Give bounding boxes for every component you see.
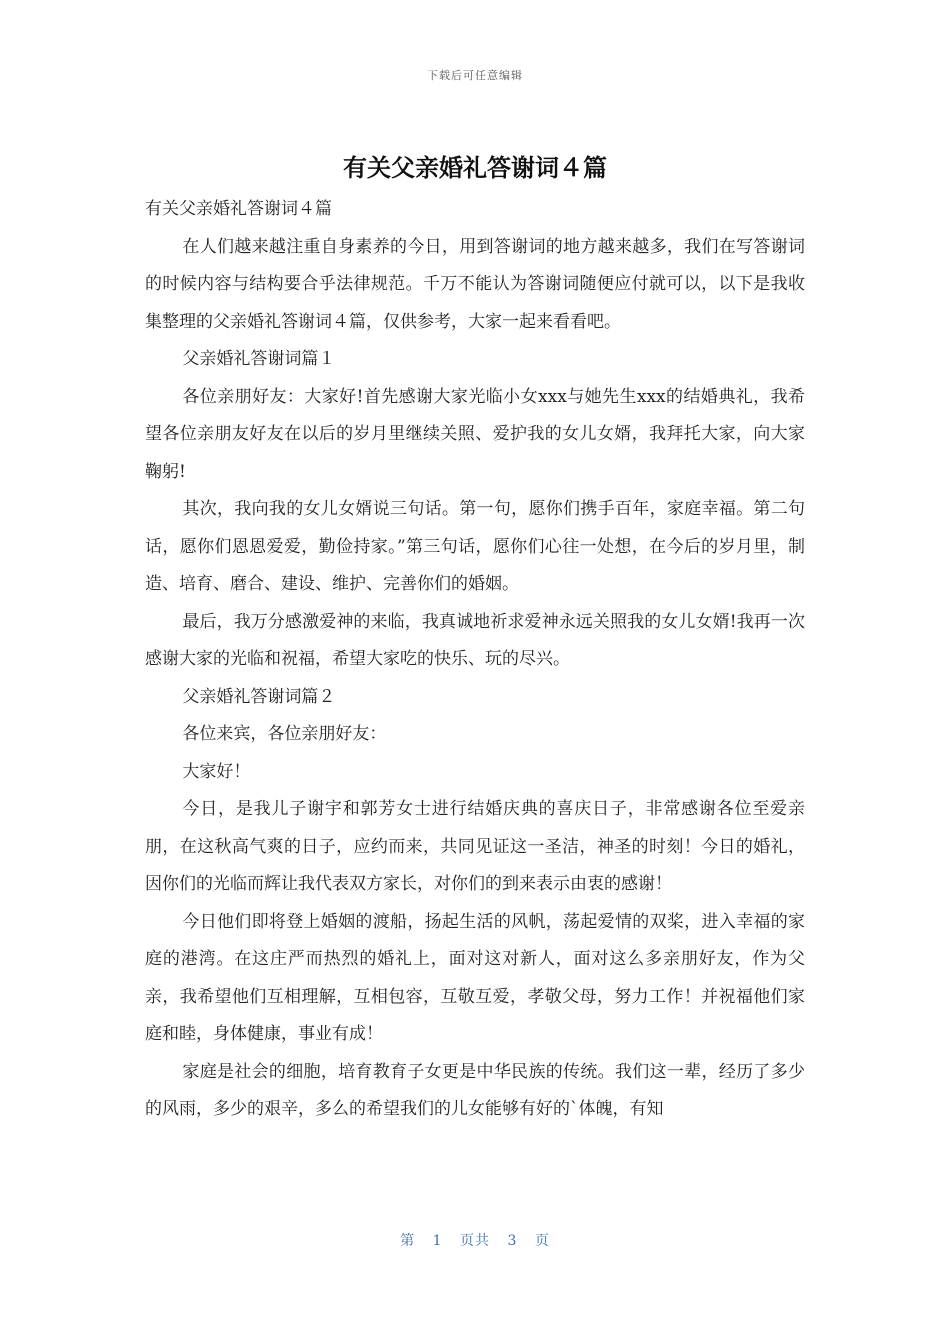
section-heading-2: 父亲婚礼答谢词篇２ — [182, 686, 336, 707]
section-heading-1: 父亲婚礼答谢词篇１ — [182, 349, 336, 369]
subtitle-paragraph: 有关父亲婚礼答谢词４篇 — [145, 199, 332, 219]
intro-paragraph: 在人们越来越注重自身素养的今日，用到答谢词的地方越来越多，我们在写答谢词的时候内容与结构要合乎法律规范。千万不能认为答谢词随便应付就可以，以下是我收集整理的父亲婚礼答谢词４篇，仅供参考，大家一起来看看吧。 — [145, 236, 805, 332]
footer-suffix: 页 — [534, 1233, 550, 1249]
body-paragraph: 最后，我万分感激爱神的来临，我真诚地祈求爱神永远关照我的女儿女婿!我再一次感谢大家的光临和祝福，希望大家吃的快乐、玩的尽兴。 — [145, 611, 805, 669]
body-paragraph: 其次，我向我的女儿女婿说三句话。第一句，愿你们携手百年，家庭幸福。第二句话，愿你们恩恩爱爱，勤俭持家。”第三句话，愿你们心往一处想，在今后的岁月里，制造、培育、磨合、建设、维护、完善你们的婚姻。 — [145, 499, 805, 594]
header-note: 下载后可任意编辑 — [427, 69, 523, 82]
footer-prefix: 第 — [400, 1233, 416, 1249]
footer-middle: 页共 — [460, 1233, 490, 1249]
body-paragraph: 今日他们即将登上婚姻的渡船，扬起生活的风帆，荡起爱情的双桨，进入幸福的家庭的港湾。在这庄严而热烈的婚礼上，面对这对新人，面对这么多亲朋好友，作为父亲，我希望他们互相理解，互相包容，互敬互爱，孝敬父母，努力工作！并祝福他们家庭和睦，身体健康，事业有成！ — [145, 911, 805, 1044]
body-paragraph: 大家好！ — [182, 761, 251, 782]
footer-total-pages: 3 — [507, 1233, 518, 1249]
document-body — [145, 191, 805, 1129]
body-paragraph: 家庭是社会的细胞，培育教育子女更是中华民族的传统。我们这一辈，经历了多少的风雨，多少的艰辛，多么的希望我们的儿女能够有好的`体魄，有知 — [145, 1061, 805, 1119]
page-footer — [0, 1230, 950, 1250]
body-paragraph: 各位来宾，各位亲朋好友： — [182, 724, 387, 744]
body-paragraph: 今日，是我儿子谢宇和郭芳女士进行结婚庆典的喜庆日子，非常感谢各位至爱亲朋，在这秋高气爽的日子，应约而来，共同见证这一圣洁，神圣的时刻！今日的婚礼，因你们的光临而辉让我代表双方家长，对你们的到来表示由衷的感谢！ — [145, 799, 805, 894]
footer-current-page: 1 — [432, 1233, 443, 1249]
body-paragraph: 各位亲朋好友：大家好!首先感谢大家光临小女xxx与她先生xxx的结婚典礼，我希望各位亲朋友好友在以后的岁月里继续关照、爱护我的女儿女婿，我拜托大家，向大家鞠躬! — [145, 386, 805, 482]
document-title: 有关父亲婚礼答谢词４篇 — [343, 154, 607, 182]
